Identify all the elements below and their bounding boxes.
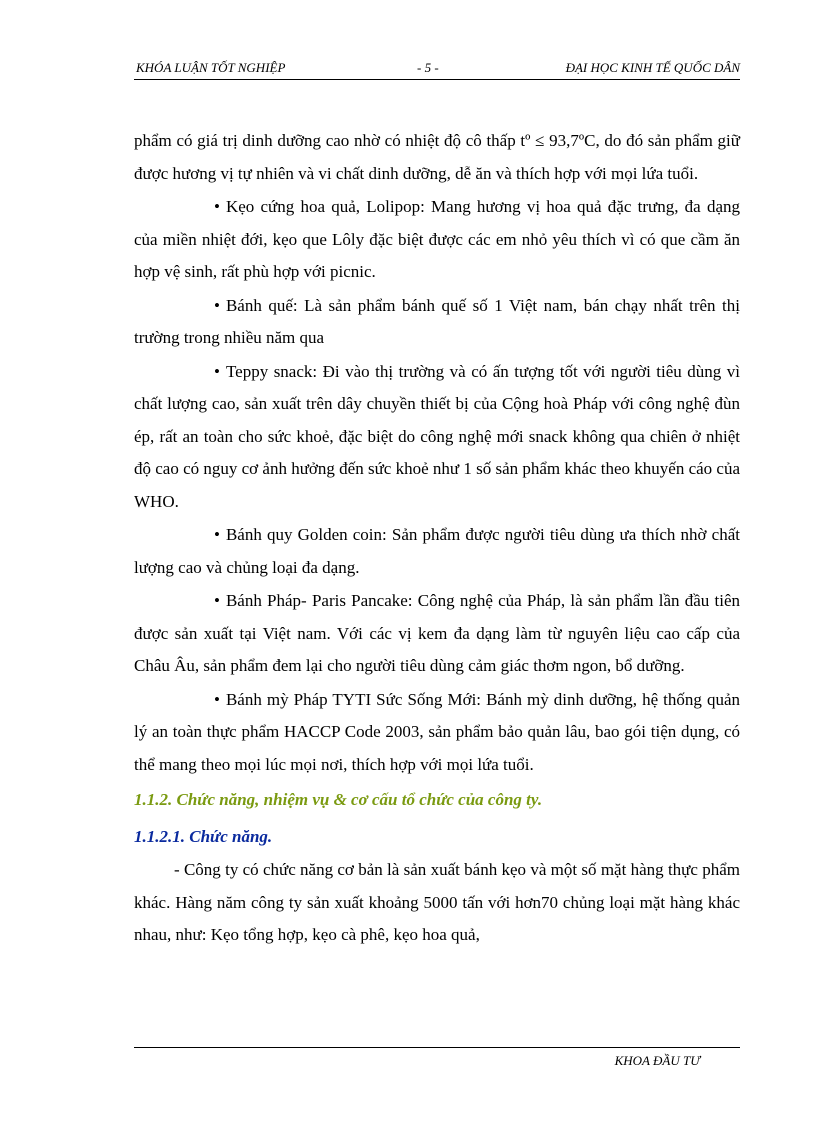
header-thesis-title: KHÓA LUẬN TỐT NGHIỆP	[136, 60, 286, 75]
header-rule	[134, 79, 740, 80]
bullet-text: Kẹo cứng hoa quả, Lolipop: Mang hương vị hoa quả đặc trưng, đa dạng của miền nhiệt đới, kẹo que Lôly đặc biệt được các em nhỏ yêu thích vì có que cầm ăn hợp vệ sinh, rất phù hợp với picnic.	[134, 197, 740, 281]
bullet-text: Bánh quế: Là sản phẩm bánh quế số 1 Việt nam, bán chạy nhất trên thị trường trong nhiều năm qua	[134, 295, 740, 347]
bullet: •	[214, 689, 220, 709]
paragraph-continuation: phẩm có giá trị dinh dưỡng cao nhờ có nhiệt độ cô thấp tº ≤ 93,7ºC, do đó sản phẩm giữ được hương vị tự nhiên và vi chất dinh dưỡng, dễ ăn và thích hợp với mọi lứa tuổi.	[134, 131, 740, 183]
section-heading: 1.1.2. Chức năng, nhiệm vụ & cơ cấu tổ chức của công ty.	[134, 790, 543, 809]
footer-rule	[134, 1047, 740, 1048]
bullet-text: Teppy snack: Đi vào thị trường và có ấn tượng tốt với người tiêu dùng vì chất lượng cao, sản xuất trên dây chuyền thiết bị của Cộng hoà Pháp với công nghệ đùn ép, rất an toàn cho sức khoẻ, đặc biệt do công nghệ mới snack không qua chiên ở nhiệt độ cao có nguy cơ ảnh hưởng đến sức khoẻ như 1 số sản phẩm khác theo khuyến cáo của WHO.	[134, 361, 740, 511]
bullet: •	[214, 591, 220, 610]
bullet: •	[214, 361, 220, 381]
page-number: - 5 -	[417, 60, 439, 75]
bullet-text: Bánh quy Golden coin: Sản phẩm được người tiêu dùng ưa thích nhờ chất lượng cao và chủng loại đa dạng.	[134, 525, 740, 577]
bullet-text: Bánh mỳ Pháp TYTI Sức Sống Mới: Bánh mỳ dinh dưỡng, hệ thống quản lý an toàn thực phẩm HACCP Code 2003, sản phẩm bảo quản lâu, bao gói tiện dụng, có thể mang theo mọi lúc mọi nơi, thích hợp với mọi lứa tuổi.	[134, 689, 740, 774]
bullet-paragraph-banh-que	[134, 290, 740, 355]
header-university: ĐẠI HỌC KINH TẾ QUỐC DÂN	[565, 60, 740, 75]
bullet: •	[214, 197, 220, 216]
bullet-paragraph-tyti	[134, 684, 740, 782]
subsection-heading: 1.1.2.1. Chức năng.	[134, 827, 273, 846]
bullet-paragraph-teppy	[134, 356, 740, 519]
bullet: •	[214, 525, 220, 544]
footer-faculty: KHOA ĐẦU TƯ	[614, 1053, 700, 1068]
bullet: •	[214, 295, 220, 315]
bullet-paragraph-paris-pancake	[134, 585, 740, 683]
bullet-paragraph-lolipop	[134, 191, 740, 289]
bullet-text: Bánh Pháp- Paris Pancake: Công nghệ của Pháp, là sản phẩm lần đầu tiên được sản xuất tại Việt nam. Với các vị kem đa dạng làm từ nguyên liệu cao cấp của Châu Âu, sản phẩm đem lại cho người tiêu dùng cảm giác thơm ngon, bổ dưỡng.	[134, 591, 740, 675]
page-header	[134, 58, 740, 80]
paragraph-function: - Công ty có chức năng cơ bản là sản xuất bánh kẹo và một số mặt hàng thực phẩm khác. Hàng năm công ty sản xuất khoảng 5000 tấn với hơn70 chủng loại mặt hàng khác nhau, như: Kẹo tổng hợp, kẹo cà phê, kẹo hoa quả,	[134, 860, 740, 944]
page-body	[134, 125, 740, 952]
bullet-paragraph-golden-coin	[134, 519, 740, 584]
